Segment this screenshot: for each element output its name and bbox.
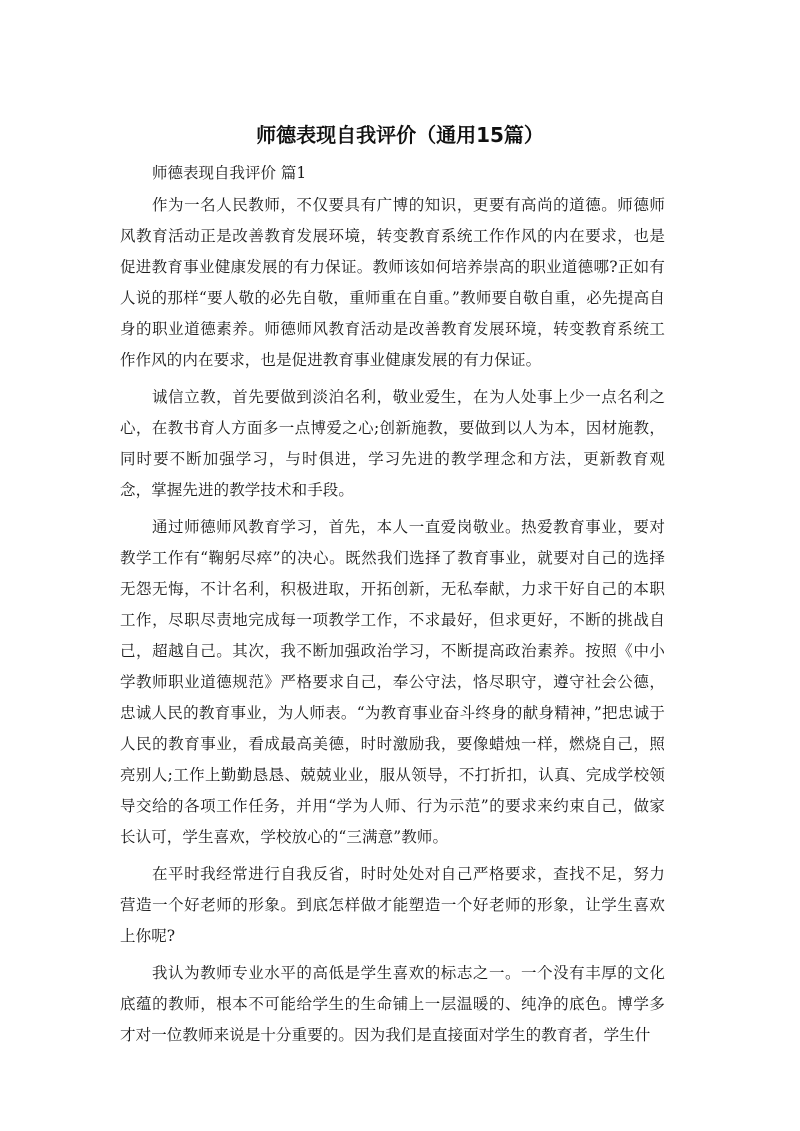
document-title: 师德表现自我评价（通用15篇） (256, 123, 544, 147)
section-heading: 师德表现自我评价 篇1 (152, 164, 307, 182)
paragraph-2: 诚信立教，首先要做到淡泊名利，敬业爱生，在为人处事上少一点名利之心，在教书育人方面多一点博爱之心;创新施教，要做到以人为本，因材施教，同时要不断加强学习，与时俱进，学习先进的教学理念和方法，更新教育观念，掌握先进的教学技术和手段。 (120, 388, 665, 499)
paragraph-4: 在平时我经常进行自我反省，时时处处对自己严格要求，查找不足，努力营造一个好老师的形象。到底怎样做才能塑造一个好老师的形象，让学生喜欢上你呢? (120, 865, 665, 945)
document-body (120, 159, 665, 1051)
paragraph-3: 通过师德师风教育学习，首先，本人一直爱岗敬业。热爱教育事业，要对教学工作有“鞠躬尽瘁”的决心。既然我们选择了教育事业，就要对自己的选择无怨无悔，不计名利，积极进取，开拓创新，无私奉献，力求干好自己的本职工作，尽职尽责地完成每一项教学工作，不求最好，但求更好，不断的挑战自己，超越自己。其次，我不断加强政治学习，不断提高政治素养。按照《中小学教师职业道德规范》严格要求自己，奉公守法，恪尽职守，遵守社会公德，忠诚人民的教育事业，为人师表。“为教育事业奋斗终身的献身精神，”把忠诚于人民的教育事业，看成最高美德，时时激励我，要像蜡烛一样，燃烧自己，照亮别人;工作上勤勤恳恳、兢兢业业，服从领导，不打折扣，认真、完成学校领导交给的各项工作任务，并用“学为人师、行为示范”的要求来约束自己，做家长认可，学生喜欢，学校放心的“三满意”教师。 (120, 518, 665, 846)
paragraph-1: 作为一名人民教师，不仅要具有广博的知识，更要有高尚的道德。师德师风教育活动正是改善教育发展环境，转变教育系统工作作风的内在要求，也是促进教育事业健康发展的有力保证。教师该如何培养崇高的职业道德哪?正如有人说的那样“要人敬的必先自敬，重师重在自重。”教师要自敬自重，必先提高自身的职业道德素养。师德师风教育活动是改善教育发展环境，转变教育系统工作作风的内在要求，也是促进教育事业健康发展的有力保证。 (120, 196, 665, 369)
paragraph-5: 我认为教师专业水平的高低是学生喜欢的标志之一。一个没有丰厚的文化底蕴的教师，根本不可能给学生的生命铺上一层温暖的、纯净的底色。博学多才对一位教师来说是十分重要的。因为我们是直接面对学生的教育者，学生什 (120, 964, 665, 1044)
